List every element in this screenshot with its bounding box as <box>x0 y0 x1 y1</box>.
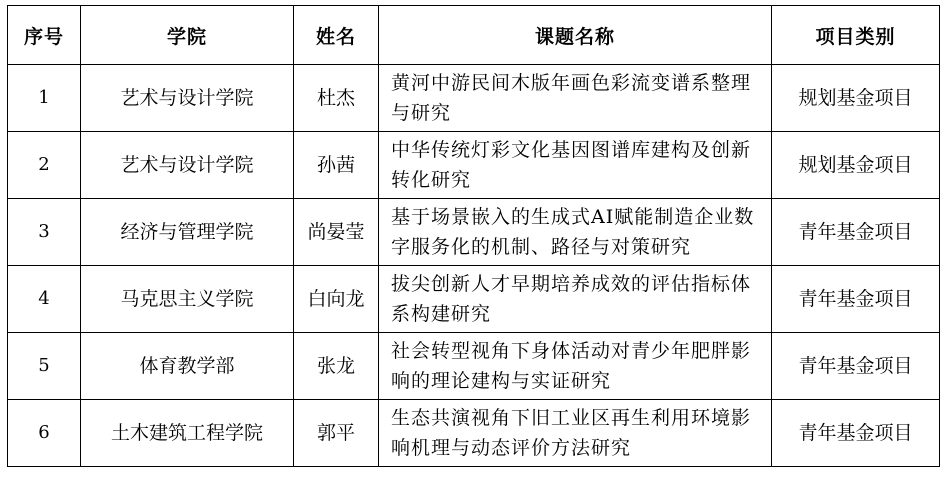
cell-name: 张龙 <box>294 333 379 400</box>
cell-name: 白向龙 <box>294 266 379 333</box>
table-row <box>8 333 940 400</box>
cell-no: 2 <box>8 132 81 199</box>
header-name: 姓名 <box>294 6 379 65</box>
table-row <box>8 65 940 132</box>
cell-college: 艺术与设计学院 <box>81 65 294 132</box>
cell-no: 4 <box>8 266 81 333</box>
header-row <box>8 6 940 65</box>
cell-no: 6 <box>8 400 81 467</box>
cell-college: 体育教学部 <box>81 333 294 400</box>
table-row <box>8 132 940 199</box>
cell-title: 中华传统灯彩文化基因图谱库建构及创新转化研究 <box>379 132 772 199</box>
cell-no: 3 <box>8 199 81 266</box>
table-row <box>8 199 940 266</box>
cell-title: 拔尖创新人才早期培养成效的评估指标体系构建研究 <box>379 266 772 333</box>
cell-college: 艺术与设计学院 <box>81 132 294 199</box>
cell-title: 黄河中游民间木版年画色彩流变谱系整理与研究 <box>379 65 772 132</box>
cell-type: 规划基金项目 <box>772 132 940 199</box>
header-type: 项目类别 <box>772 6 940 65</box>
cell-name: 杜杰 <box>294 65 379 132</box>
cell-college: 经济与管理学院 <box>81 199 294 266</box>
project-table <box>7 5 940 467</box>
cell-name: 孙茜 <box>294 132 379 199</box>
cell-college: 土木建筑工程学院 <box>81 400 294 467</box>
table-header <box>8 6 940 65</box>
header-no: 序号 <box>8 6 81 65</box>
cell-no: 1 <box>8 65 81 132</box>
header-title: 课题名称 <box>379 6 772 65</box>
cell-type: 青年基金项目 <box>772 266 940 333</box>
table-row <box>8 266 940 333</box>
cell-type: 青年基金项目 <box>772 333 940 400</box>
header-college: 学院 <box>81 6 294 65</box>
table-body <box>8 65 940 467</box>
cell-name: 郭平 <box>294 400 379 467</box>
cell-type: 青年基金项目 <box>772 199 940 266</box>
cell-no: 5 <box>8 333 81 400</box>
table-row <box>8 400 940 467</box>
cell-type: 规划基金项目 <box>772 65 940 132</box>
cell-title: 基于场景嵌入的生成式AI赋能制造企业数字服务化的机制、路径与对策研究 <box>379 199 772 266</box>
cell-title: 生态共演视角下旧工业区再生利用环境影响机理与动态评价方法研究 <box>379 400 772 467</box>
cell-title: 社会转型视角下身体活动对青少年肥胖影响的理论建构与实证研究 <box>379 333 772 400</box>
cell-name: 尚晏莹 <box>294 199 379 266</box>
cell-college: 马克思主义学院 <box>81 266 294 333</box>
cell-type: 青年基金项目 <box>772 400 940 467</box>
